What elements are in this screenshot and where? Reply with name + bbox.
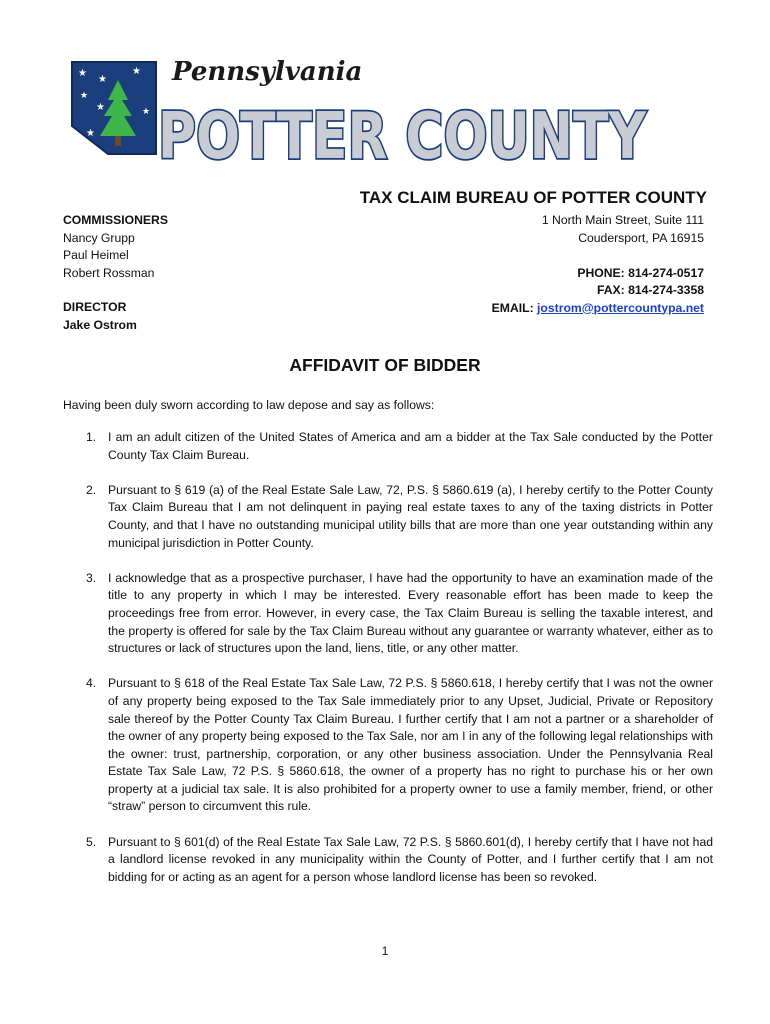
item-number: 4.	[86, 676, 97, 691]
list-item	[63, 482, 713, 552]
page-number: 1	[381, 944, 389, 958]
commissioner-name: Nancy Grupp	[63, 230, 135, 245]
director-name: Jake Ostrom	[63, 317, 137, 332]
email-label: EMAIL:	[491, 300, 534, 315]
item-text: Pursuant to § 618 of the Real Estate Tax Sale Law, 72 P.S. § 5860.618, I hereby certify that I was not the owner of any property being exposed to the Tax Sale immediately prior to any Upset, Judicial, Private or Repository sale thereof by the Potter County Tax Claim Bureau. I further certify that I am not a partner or a shareholder of the owner of any property being exposed to the Tax Sale, nor am I in any of the following legal relationships with the owner: trust, partnership, corporation, or any other business association. Under the Pennsylvania Real Estate Tax Sale Law, 72 P.S. § 5860.618, the owner of a property has no right to purchase his or her own property at a judicial tax sale. It is also prohibited for a property owner to use a family member, friend, or other “straw” person to circumvent this rule.	[108, 676, 713, 814]
svg-text:★: ★	[78, 68, 87, 79]
commissioners-heading: COMMISSIONERS	[63, 213, 168, 227]
address-line-2: Coudersport, PA 16915	[578, 230, 704, 245]
item-number: 3.	[86, 570, 97, 585]
item-number: 1.	[86, 430, 97, 444]
affidavit-list	[63, 429, 713, 904]
potter-county-logo	[68, 54, 650, 174]
phone-number: PHONE: 814-274-0517	[577, 265, 704, 280]
list-item	[63, 429, 713, 464]
svg-text:★: ★	[86, 128, 95, 139]
email-line	[492, 300, 704, 318]
item-text: Pursuant to § 601(d) of the Real Estate Tax Sale Law, 72 P.S. § 5860.601(d), I hereby certify that I have not had a landlord license revoked in any municipality within the County of Potter, and I further certify that I am not bidding for or acting as an agent for a person whose landlord license has been so revoked.	[108, 834, 713, 884]
commissioner-name: Robert Rossman	[63, 265, 155, 280]
address-line-1: 1 North Main Street, Suite 111	[541, 213, 704, 227]
list-item	[63, 834, 713, 887]
list-item	[63, 570, 713, 658]
svg-text:★: ★	[132, 66, 141, 77]
commissioner-name: Paul Heimel	[63, 248, 129, 262]
list-item	[63, 675, 713, 816]
logo-script-text: Pennsylvania	[172, 57, 363, 87]
document-title: AFFIDAVIT OF BIDDER	[289, 355, 481, 375]
svg-text:★: ★	[98, 74, 107, 85]
svg-text:★: ★	[142, 107, 151, 117]
item-number: 2.	[86, 482, 97, 497]
svg-text:★: ★	[96, 102, 105, 113]
logo-graphic	[68, 54, 650, 174]
director-heading: DIRECTOR	[63, 300, 127, 314]
item-text: I am an adult citizen of the United States of America and am a bidder at the Tax Sale conducted by the Potter County Tax Claim Bureau.	[108, 430, 713, 462]
officials-block	[63, 212, 168, 334]
svg-text:★: ★	[80, 91, 89, 101]
item-text: Pursuant to § 619 (a) of the Real Estate Sale Law, 72, P.S. § 5860.619 (a), I hereby certify to the Potter County Tax Claim Bureau that I am not delinquent in paying real estate taxes to any of the taxing districts in Potter County, and that I have no outstanding municipal utility bills that are more than one year outstanding within any municipal jurisdiction in Potter County.	[108, 482, 713, 550]
intro-text: Having been duly sworn according to law depose and say as follows:	[63, 398, 435, 412]
item-number: 5.	[86, 834, 97, 849]
contact-block	[492, 212, 704, 317]
email-link[interactable]: jostrom@pottercountypa.net	[537, 300, 704, 315]
fax-number: FAX: 814-274-3358	[596, 283, 704, 297]
logo-main-text: POTTER COUNTY	[158, 100, 647, 174]
bureau-title: TAX CLAIM BUREAU OF POTTER COUNTY	[359, 188, 707, 207]
item-text: I acknowledge that as a prospective purchaser, I have had the opportunity to have an examination made of the title to any property in which I may be interested. Every reasonable effort has been made to keep the proceedings free from error. However, in every case, the Tax Claim Bureau is selling the taxable interest, and the property is offered for sale by the Tax Claim Bureau without any guarantee or warranty whatever, either as to structures or lack of structures upon the land, liens, title, or any other matter.	[108, 570, 713, 656]
